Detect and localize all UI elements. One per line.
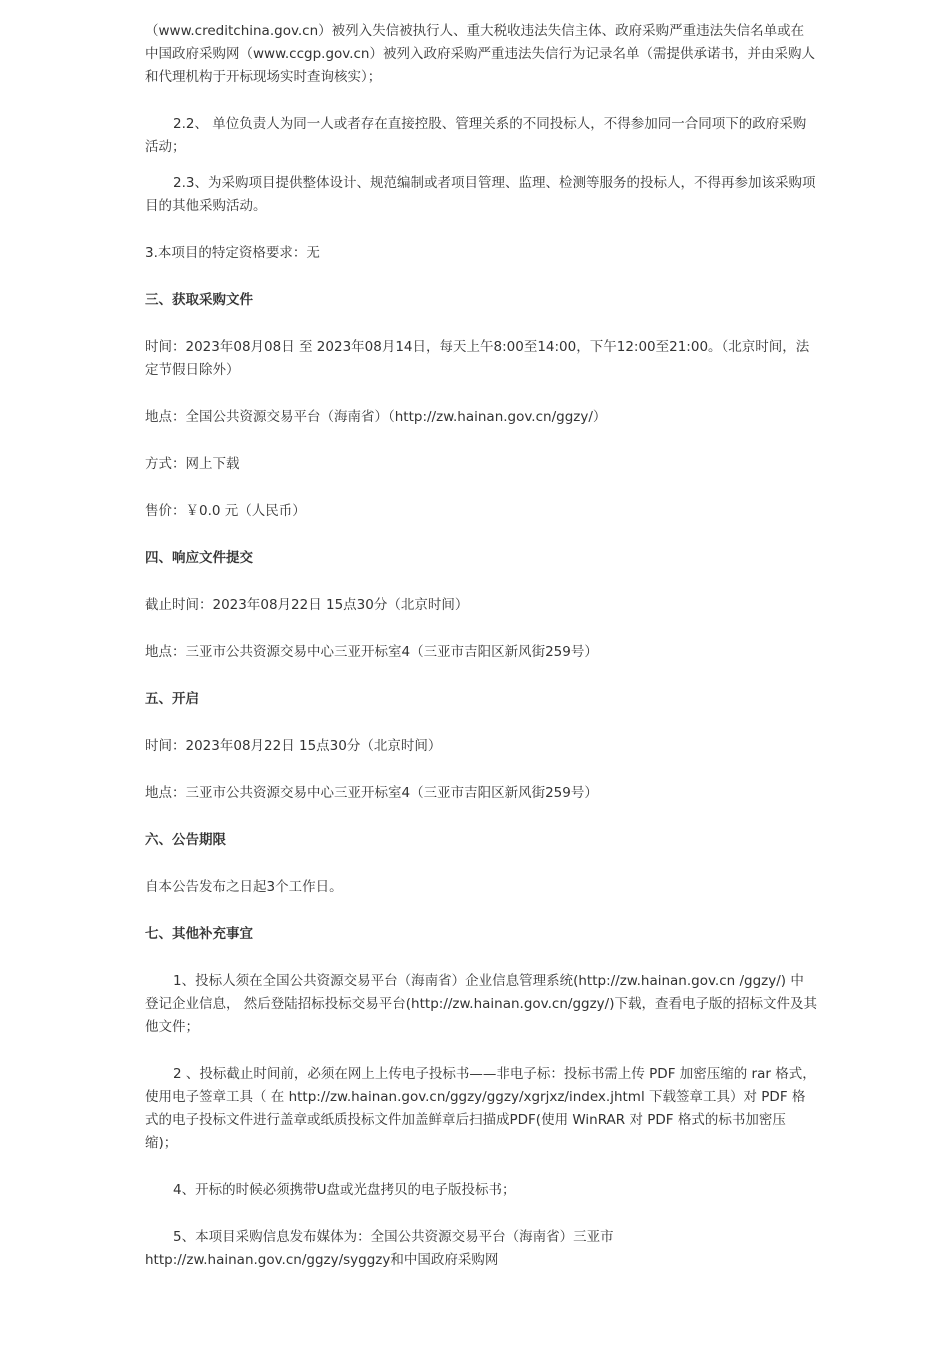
section-4-deadline: 截止时间：2023年08月22日 15点30分（北京时间） (145, 597, 469, 613)
section-7-item-2: 2 、投标截止时间前，必须在网上上传电子投标书——非电子标：投标书需上传 PDF 加密压缩的 rar 格式，使用电子签章工具（ 在 http://zw.hainan.gov.cn/ggzy/ggzy/xgrjxz/index.jhtml 下载签章工具）对 PDF 格式的电子投标文件进行盖章或纸质投标文件加盖鲜章后扫描成PDF(使用 WinRAR 对 PDF 格式的标书加密压缩)； (145, 1066, 816, 1151)
section-7-item-5-line-2: http://zw.hainan.gov.cn/ggzy/syggzy和中国政府采购网 (145, 1252, 499, 1268)
section-4-heading: 四、响应文件提交 (145, 550, 253, 566)
section-7-heading: 七、其他补充事宜 (145, 926, 253, 942)
section-7-item-4: 4、开标的时候必须携带U盘或光盘拷贝的电子版投标书； (173, 1182, 516, 1198)
intro-continuation: （www.creditchina.gov.cn）被列入失信被执行人、重大税收违法失信主体、政府采购严重违法失信名单或在中国政府采购网（www.ccgp.gov.cn）被列入政府采购严重违法失信行为记录名单（需提供承诺书，并由采购人和代理机构于开标现场实时查询核实）； (145, 23, 815, 85)
section-4-location: 地点：三亚市公共资源交易中心三亚开标室4（三亚市吉阳区新风街259号） (145, 644, 598, 660)
section-6-text: 自本公告发布之日起3个工作日。 (145, 879, 343, 895)
document-page (145, 20, 817, 1272)
section-7-item-1: 1、投标人须在全国公共资源交易平台（海南省）企业信息管理系统(http://zw.hainan.gov.cn /ggzy/) 中登记企业信息， 然后登陆招标投标交易平台(http://zw.hainan.gov.cn/ggzy/)下载，查看电子版的招标文件及其他文件； (145, 973, 817, 1035)
clause-3: 3.本项目的特定资格要求：无 (145, 245, 320, 261)
section-3-location: 地点：全国公共资源交易平台（海南省）（http://zw.hainan.gov.cn/ggzy/） (145, 409, 607, 425)
section-3-price: 售价：￥0.0 元（人民币） (145, 503, 306, 519)
clause-2-3: 2.3、为采购项目提供整体设计、规范编制或者项目管理、监理、检测等服务的投标人，不得再参加该采购项目的其他采购活动。 (145, 175, 816, 214)
clause-2-2: 2.2、 单位负责人为同一人或者存在直接控股、管理关系的不同投标人，不得参加同一合同项下的政府采购活动； (145, 116, 807, 155)
section-7-item-5-line-1: 5、本项目采购信息发布媒体为：全国公共资源交易平台（海南省）三亚市 (173, 1229, 614, 1245)
section-7-item-5 (145, 1226, 817, 1272)
section-6-heading: 六、公告期限 (145, 832, 226, 848)
section-3-heading: 三、获取采购文件 (145, 292, 253, 308)
section-5-location: 地点：三亚市公共资源交易中心三亚开标室4（三亚市吉阳区新风街259号） (145, 785, 598, 801)
section-3-method: 方式：网上下载 (145, 456, 240, 472)
section-5-heading: 五、开启 (145, 691, 199, 707)
section-3-time: 时间：2023年08月08日 至 2023年08月14日，每天上午8:00至14:00，下午12:00至21:00。（北京时间，法定节假日除外） (145, 339, 810, 378)
section-5-time: 时间：2023年08月22日 15点30分（北京时间） (145, 738, 442, 754)
